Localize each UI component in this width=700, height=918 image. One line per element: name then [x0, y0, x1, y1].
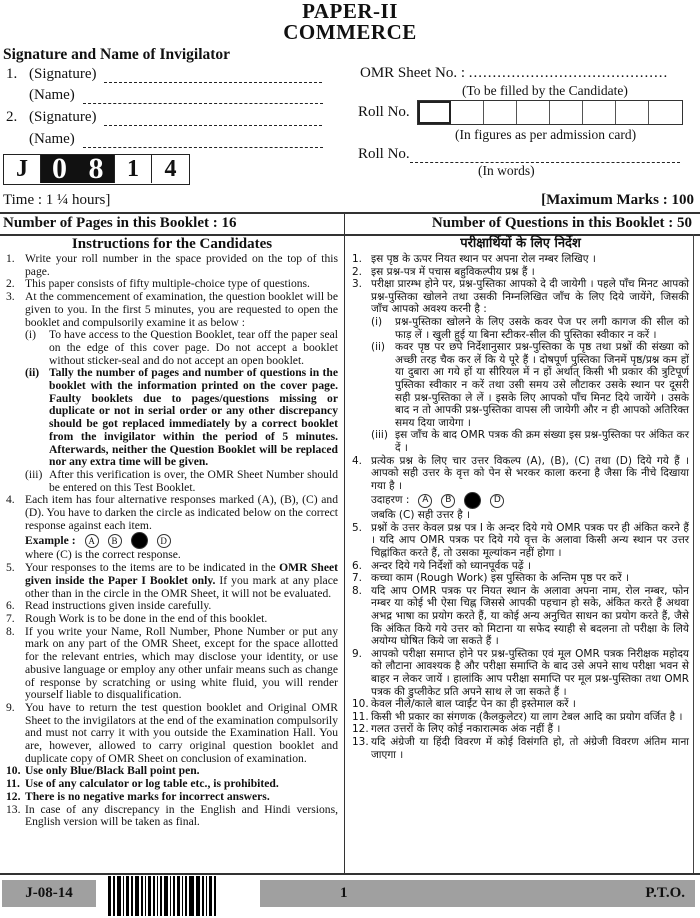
code-cell: 1 — [115, 155, 152, 183]
hindi-instruction-2: 2. इस प्रश्न-पत्र में पचास बहुविकल्पीय प्रश्न हैं । — [352, 265, 535, 278]
option-b-bubble-icon: B — [108, 534, 122, 548]
instruction-1: 1. Write your roll number in the space provided on the top of this page. — [6, 252, 338, 278]
roll-digit-box[interactable] — [550, 101, 583, 124]
instruction-12: 12. There is no negative marks for incorrect answers. — [6, 789, 270, 803]
page-number: 1 — [340, 885, 348, 901]
booklet-code: J-08-14 — [2, 880, 96, 907]
hindi-instruction-3-i: (i) प्रश्न-पुस्तिका खोलने के लिए उसके कवर पेज पर लगी कागज की सील को फाड़ लें । खुली हुई या बिना स्टीकर-सील की पुस्तिका स्वीकार न करें । — [371, 315, 689, 341]
row-number: 1. — [6, 66, 18, 82]
hindi-instruction-11: 11. किसी भी प्रकार का संगणक (कैलकुलेटर) या लाग टेबल आदि का प्रयोग वर्जित है । — [352, 710, 683, 723]
hindi-instruction-8: 8. यदि आप OMR पत्रक पर नियत स्थान के अलावा अपना नाम, रोल नम्बर, फोन नम्बर या कोई भी ऐसा चिह्न जिससे आपकी पहचान हो सके, अंकित करते हैं अथवा अभद्र भाषा का प्रयोग करते हैं, या कोई अन्य अनुचित साधन का प्रयोग करते हैं, जैसे कि अंकित किये गये उत्तर को मिटाना या सफेद स्याही से बदलना तो परीक्षा के लिये अयोग्य घोषित किये जा सकते हैं । — [352, 584, 689, 648]
invigilator-1-signature-row — [6, 66, 322, 83]
roll-figures-note: (In figures as per admission card) — [455, 127, 637, 142]
invigilator-heading: Signature and Name of Invigilator — [3, 46, 231, 63]
signature-label: (Signature) — [29, 109, 97, 125]
english-heading: Instructions for the Candidates — [71, 236, 273, 252]
hindi-instruction-7: 7. कच्चा काम (Rough Work) इस पुस्तिका के अन्तिम पृष्ठ पर करें । — [352, 572, 630, 585]
instruction-3: 3. At the commencement of examination, the question booklet will be given to you. In the first 5 minutes, you are requested to open the booklet and compulsorily examine it as below : — [6, 290, 338, 329]
instruction-11: 11. Use of any calculator or log table etc., is prohibited. — [6, 777, 279, 791]
option-c-filled-bubble-icon — [464, 492, 481, 509]
example-label: Example : — [25, 533, 76, 547]
questions-count: Number of Questions in this Booklet : 50 — [431, 215, 692, 231]
omr-sheet-field[interactable]: .......................................... — [468, 65, 669, 81]
name-label: (Name) — [29, 131, 75, 147]
roll-digit-box[interactable] — [616, 101, 649, 124]
hindi-heading: परीक्षार्थियों के लिए निर्देश — [460, 236, 581, 251]
instruction-5: 5. Your responses to the items are to be indicated in the OMR Sheet given inside the Paper I Booklet only. If you mark at any place other than in the circle in the OMR Sheet, it will not be evaluated. — [6, 561, 339, 600]
example-label: उदाहरण : — [371, 494, 410, 507]
border — [693, 234, 694, 874]
subject-title: COMMERCE — [283, 20, 417, 44]
hindi-instruction-1: 1. इस पृष्ठ के ऊपर नियत स्थान पर अपना रोल नम्बर लिखिए । — [352, 253, 596, 265]
instruction-13: 13. In case of any discrepancy in the English and Hindi versions, English version will be taken as final. — [6, 802, 338, 829]
roll-digit-box[interactable] — [583, 101, 616, 124]
instruction-4: 4. Each item has four alternative responses marked (A), (B), (C) and (D). You have to darken the circle as indicated below on the correct response against each item. — [6, 493, 338, 532]
roll-words-label: Roll No. — [358, 146, 410, 162]
barcode-icon — [108, 876, 248, 916]
booklet-info-bar — [0, 213, 700, 235]
hindi-answer-example — [371, 492, 689, 509]
instruction-10: 10. Use only Blue/Black Ball point pen. — [6, 764, 200, 778]
omr-label: OMR Sheet No. : — [360, 65, 465, 81]
roll-digit-box[interactable] — [484, 101, 517, 124]
paper-title: PAPER-II — [302, 0, 398, 23]
hindi-instruction-6: 6. अन्दर दिये गये निर्देशों को ध्यानपूर्वक पढ़ें । — [352, 559, 531, 572]
instruction-3-ii: (ii) Tally the number of pages and number of questions in the booklet with the information printed on the cover page. Faulty booklets due to pages/questions missing or duplicate or not in serial order or any other discrepancy should be got replaced immediately by a correct booklet from the invigilator within the period of 5 minutes. Afterwards, neither the Question Booklet will be replaced nor any extra time will be given. — [25, 366, 338, 469]
invigilator-2-name-field[interactable] — [83, 136, 323, 148]
code-cell-highlighted: 8 — [78, 155, 115, 183]
invigilator-1-name-field[interactable] — [83, 92, 323, 104]
hindi-instruction-12: 12. गलत उत्तरों के लिए कोई नकारात्मक अंक नहीं हैं । — [352, 723, 561, 736]
option-a-bubble-icon: A — [85, 534, 99, 548]
code-cell: J — [4, 155, 41, 183]
hindi-instruction-13: 13. यदि अंग्रेजी या हिंदी विवरण में कोई विसंगति हो, तो अंग्रेजी विवरण अंतिम माना जाएगा । — [352, 735, 689, 761]
roll-words-row — [358, 146, 680, 163]
page-footer — [0, 880, 700, 908]
hindi-instruction-3-ii: (ii) कवर पृष्ठ पर छपे निर्देशानुसार प्रश्न-पुस्तिका के पृष्ठ तथा प्रश्नों की संख्या को अच्छी तरह चैक कर लें कि ये पूरे हैं । दोषपूर्ण पुस्तिका जिनमें पृष्ठ/प्रश्न कम हों या दुबारा आ गये हों या सीरियल में न हों अर्थात् किसी भी प्रकार की त्रुटिपूर्ण पुस्तिका स्वीकार न करें तथा उसी समय उसे लौटाकर उसके स्थान पर दूसरी सही प्रश्न-पुस्तिका ले लें । इसके लिए आपको पाँच मिनट दिये जायेंगे । उसके बाद न तो आपकी प्रश्न-पुस्तिका वापस ली जायेगी और न ही आपको अतिरिक्त समय दिया जायेगा । — [371, 341, 689, 429]
instruction-6: 6. Read instructions given inside carefully. — [6, 599, 212, 613]
hindi-instruction-9: 9. आपको परीक्षा समाप्त होने पर प्रश्न-पुस्तिका एवं मूल OMR पत्रक निरीक्षक महोदय को लौटाना आवश्यक है और परीक्षा समाप्ति के बाद उसे अपने साथ परीक्षा भवन से बाहर न लेकर जायें । हालांकि आप परीक्षा समाप्ति पर मूल प्रश्न-पुस्तिका तथा OMR पत्रक की डुप्लीकेट प्रति अपने साथ ले जा सकते हैं । — [352, 647, 689, 698]
option-d-bubble-icon: D — [157, 534, 171, 548]
please-turn-over: P.T.O. — [645, 885, 685, 901]
maximum-marks: [Maximum Marks : 100 — [541, 192, 694, 208]
example-note: where (C) is the correct response. — [25, 548, 181, 562]
instruction-7: 7. Rough Work is to be done in the end of this booklet. — [6, 611, 268, 625]
roll-digit-box[interactable] — [451, 101, 484, 124]
omr-sheet-row — [360, 65, 668, 82]
signature-label: (Signature) — [29, 66, 97, 82]
hindi-instruction-3-iii: (iii) इस जाँच के बाद OMR पत्रक की क्रम संख्या इस प्रश्न-पुस्तिका पर अंकित कर दें । — [371, 429, 689, 454]
option-d-bubble-icon: D — [490, 494, 504, 508]
hindi-instruction-5: 5. प्रश्नों के उत्तर केवल प्रश्न पत्र I के अन्दर दिये गये OMR पत्रक पर ही अंकित करने हैं । यदि आप OMR पत्रक पर दिये गये वृत्त के अलावा किसी अन्य स्थान पर उत्तर चिह्नांकित करते हैं, तो उसका मूल्यांकन नहीं होगा । — [352, 521, 689, 560]
english-instructions — [6, 236, 338, 829]
hindi-instruction-3: 3. परीक्षा प्रारम्भ होने पर, प्रश्न-पुस्तिका आपको दे दी जायेगी । पहले पाँच मिनट आपको प्रश्न-पुस्तिका खोलने तथा उसकी निम्नलिखित जाँच के लिए दिये जायेंगे, जिसकी जाँच आपको अवश्य करनी है : — [352, 278, 689, 316]
roll-number-boxes — [417, 100, 683, 125]
hindi-instruction-10: 10. केवल नीले/काले बाल प्वाईंट पेन का ही इस्तेमाल करें । — [352, 698, 576, 711]
code-cell-highlighted: 0 — [41, 155, 78, 183]
footer-band — [260, 880, 695, 907]
name-label: (Name) — [29, 87, 75, 103]
instruction-3-iii: (iii) After this verification is over, the OMR Sheet Number should be entered on this Test Booklet. — [25, 467, 338, 494]
hindi-instruction-4: 4. प्रत्येक प्रश्न के लिए चार उत्तर विकल्प (A), (B), (C) तथा (D) दिये गये हैं । आपको सही उत्तर के वृत्त को पेन से भरकर काला करना है जैसा कि नीचे दिखाया गया है । — [352, 454, 689, 492]
column-divider — [344, 213, 345, 873]
hindi-example-note: जबकि (C) सही उत्तर है । — [371, 509, 471, 522]
roll-words-note: (In words) — [478, 163, 535, 178]
invigilator-2-name-row — [6, 131, 323, 148]
omr-note: (To be filled by the Candidate) — [462, 83, 628, 98]
instruction-2: 2. This paper consists of fifty multiple-choice type of questions. — [6, 277, 310, 291]
footer-divider — [0, 873, 700, 875]
hindi-instructions — [352, 236, 689, 761]
pages-count: Number of Pages in this Booklet : 16 — [3, 215, 237, 231]
invigilator-1-signature-field[interactable] — [104, 71, 322, 83]
roll-digit-box[interactable] — [517, 101, 550, 124]
roll-digit-box[interactable] — [649, 101, 682, 124]
code-cell: 4 — [164, 155, 177, 182]
option-a-bubble-icon: A — [418, 494, 432, 508]
roll-digit-box[interactable] — [418, 101, 451, 124]
time-allowed: Time : 1 ¼ hours] — [3, 192, 111, 208]
instruction-3-i: (i) To have access to the Question Booklet, tear off the paper seal on the edge of this cover page. Do not accept a booklet without sticker-seal and do not accept an open booklet. — [25, 328, 338, 367]
answer-example — [25, 532, 338, 549]
option-c-filled-bubble-icon — [131, 532, 148, 549]
roll-words-field[interactable] — [410, 151, 680, 163]
invigilator-2-signature-row — [6, 109, 322, 126]
instruction-8: 8. If you write your Name, Roll Number, Phone Number or put any mark on any part of the OMR Sheet, except for the space allotted for the relevant entries, which may disclose your identity, or use abusive language or employ any other unfair means such as change of response by scratching or using white fluid, you will render yourself liable to disqualification. — [6, 624, 338, 702]
option-b-bubble-icon: B — [441, 494, 455, 508]
roll-number-label: Roll No. — [358, 104, 410, 120]
row-number: 2. — [6, 109, 18, 125]
invigilator-2-signature-field[interactable] — [104, 114, 322, 126]
paper-code-box — [3, 154, 190, 185]
invigilator-1-name-row — [6, 87, 323, 104]
instruction-9: 9. You have to return the test question booklet and Original OMR Sheet to the invigilators at the end of the examination compulsorily and must not carry it with you outside the Examination Hall. You are, however, allowed to carry original question booklet and duplicate copy of OMR Sheet on conclusion of examination. — [6, 700, 338, 765]
